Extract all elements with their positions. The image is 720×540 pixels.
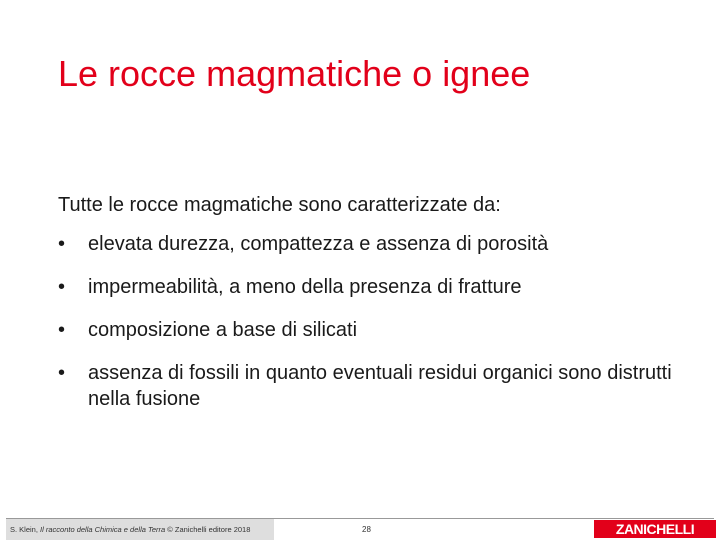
bullet-item <box>58 360 698 412</box>
bullet-text: composizione a base di silicati <box>88 319 358 341</box>
bullet-icon: • <box>58 319 66 341</box>
zanichelli-logo: ZANICHELLI <box>594 520 716 538</box>
slide-title: Le rocce magmatiche o ignee <box>58 53 531 94</box>
bullet-icon: • <box>58 276 66 298</box>
bullet-icon: • <box>58 362 66 384</box>
bullet-text: assenza di fossili in quanto eventuali residui organici sono distrutti nella fusione <box>88 362 672 410</box>
bullet-item <box>58 274 698 300</box>
bullet-list <box>58 231 698 412</box>
footer-publisher: © Zanichelli editore 2018 <box>165 525 251 534</box>
slide-footer <box>0 518 720 540</box>
slide-content <box>58 192 698 429</box>
intro-text: Tutte le rocce magmatiche sono caratterizzate da: <box>58 194 501 216</box>
bullet-icon: • <box>58 233 66 255</box>
footer-author: S. Klein, <box>10 525 41 534</box>
bullet-item <box>58 231 698 257</box>
footer-book-title: Il racconto della Chimica e della Terra <box>40 525 166 534</box>
bullet-text: elevata durezza, compattezza e assenza di porosità <box>88 233 549 255</box>
bullet-item <box>58 317 698 343</box>
footer-credit <box>10 525 250 534</box>
bullet-text: impermeabilità, a meno della presenza di fratture <box>88 276 522 298</box>
page-number: 28 <box>362 525 371 534</box>
